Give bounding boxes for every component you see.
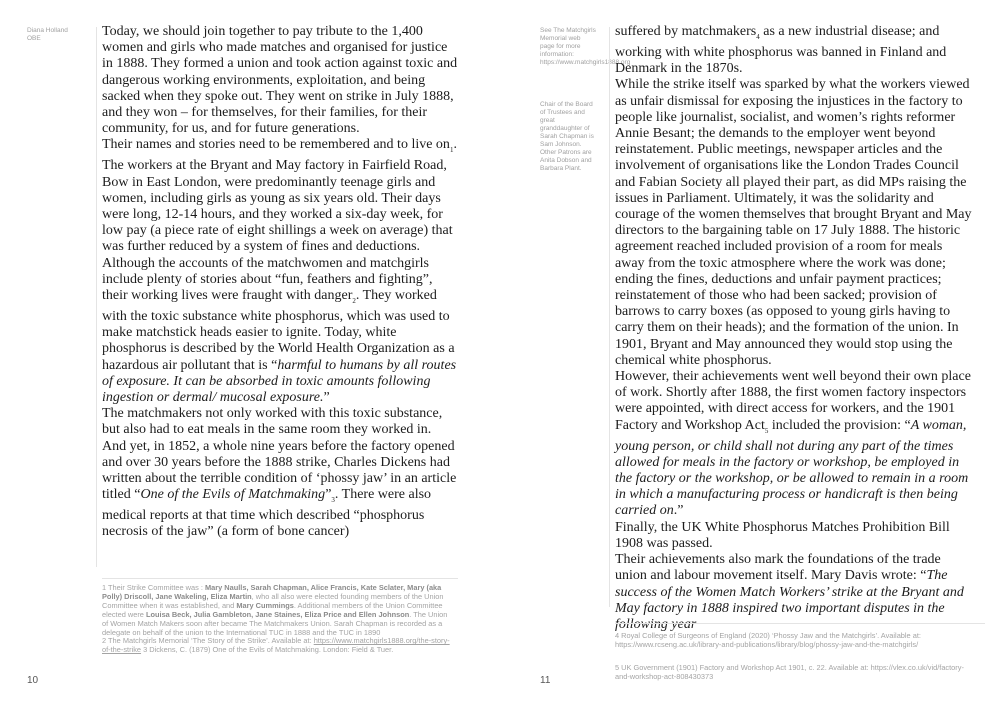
text-run: . The Union of Women Match Makers soon after became The Matchmakers Union. Sarah Chapman is recorded as a delegate on behalf of the union to the International TUC in 1888 and the TUC in 1890	[102, 609, 448, 637]
text-run: suffered by matchmakers	[615, 24, 757, 39]
left-footnote-rule	[102, 578, 458, 579]
left-footnotes	[102, 584, 454, 655]
text-run: Their achievements also mark the foundations of the trade union and labour movement itself. Mary Davis wrote: “	[615, 552, 941, 584]
text-run: . There were also medical reports at that time which described “phosphorus necrosis of the jaw” (a form of bone cancer)	[102, 487, 432, 540]
text-run: One of the Evils of Matchmaking	[140, 487, 326, 503]
footnote-4	[615, 632, 990, 650]
paragraph	[102, 158, 460, 406]
text-run: https://www.matchgirls1888.org/the-story-of-the-strike	[102, 636, 450, 655]
text-run: Mary Cummings	[236, 600, 294, 610]
right-column-rule	[609, 27, 610, 607]
paragraph	[615, 552, 975, 633]
text-run: ”	[323, 390, 330, 406]
left-main-text	[102, 24, 460, 541]
footnote-5	[615, 664, 975, 682]
paragraph	[615, 24, 975, 77]
text-run: .”	[673, 503, 684, 519]
text-run: And yet, in 1852, a whole nine years before the factory opened and over 30 years before the 1888 strike, Charles Dickens had written about the terrible condition of ‘phossy jaw’ in an article titled “	[102, 438, 457, 503]
text-run: While the strike itself was sparked by what the workers viewed as unfair dismissal for exposing the injustices in the factory to people like journalist, socialist, and women’s rights reformer Annie Besant; the demands to the employer went beyond reinstatement. Public meetings, newspaper articles and the involvement of organisations like the London Trades Council and Fabian Society all played their part, as did MPs raising the issues in Parliament. Ultimately, it was the solidarity and courage of the women themselves that brought Bryant and May directors to the bargaining table on 17 July 1888. The historic agreement reached included provision of a room for meals away from the toxic atmosphere where the work was done; ending the fines, deductions and unfair payment practices; reinstatement of those who had been sacked; provision of barrows to carry boxes (as opposed to young girls having to carry them on their heads); and the formation of the union. In 1901, Bryant and May announced they would stop using the chemical white phosphorus.	[615, 77, 972, 368]
left-column-rule	[96, 27, 97, 567]
text-run: . Additional members of the Union Committee elected were	[102, 600, 443, 619]
footnote-ref: 3	[331, 496, 335, 505]
text-run: The workers at the Bryant and May factory in Fairfield Road, Bow in East London, were predominantly teenage girls and women, including girls as young as six years old. Their days were long, 12-14 hours, and they worked a six-day week, for low pay (a piece rate of eight shillings a week on average) that was further reduced by a system of fines and deductions. Although the accounts of the matchwomen and matchgirls include plenty of stories about “fun, feathers and fighting”, their working lives were fraught with danger	[102, 158, 453, 304]
text-run: Finally, the UK White Phosphorus Matches Prohibition Bill 1908 was passed.	[615, 519, 950, 551]
footnote-ref: 1	[449, 146, 454, 155]
memorial-sidenote: See The Matchgirls Memorial web page for more information: https://www.matchgirls1888.org	[540, 27, 631, 66]
trustees-sidenote: Chair of the Board of Trustees and great granddaughter of Sarah Chapman is Sam Johnson. Other Patrons are Anita Dobson and Barbara Plant.	[540, 101, 594, 172]
footnote-5-text: 5 UK Government (1901) Factory and Workshop Act 1901, c. 22. Available at: https://vlex.co.uk/vid/factory-and-workshop-act-808430373	[615, 663, 964, 681]
paragraph	[102, 406, 460, 438]
text-run: .	[453, 137, 457, 153]
text-run: harmful to humans by all routes of exposure. It can be absorbed in toxic amounts following ingestion or dermal/ mucosal exposure.	[102, 357, 457, 406]
page-number-left: 10	[27, 675, 39, 686]
text-run: 2 The Matchgirls Memorial ‘The Story of the Strike’. Available at:	[102, 636, 314, 646]
paragraph	[615, 369, 975, 520]
paragraph	[615, 520, 975, 552]
text-run: , who all also were elected founding members of the Union Committee when it was established, and	[102, 591, 444, 610]
right-main-text	[615, 24, 975, 633]
paragraph	[102, 137, 460, 158]
text-run: 1 Their Strike Committee was :	[102, 583, 205, 592]
text-run: ”	[325, 487, 332, 503]
page-number-right: 11	[540, 675, 551, 686]
text-run: However, their achievements went well beyond their own place of work. Shortly after 1888, the first women factory inspectors were appointed, with direct access for workers, and the 1901 Factory and Workshop Act	[615, 369, 971, 433]
text-run: 3 Dickens, C. (1879) One of the Evils of Matchmaking. London: Field & Tuer.	[141, 645, 394, 655]
text-run: . They worked with the toxic substance white phosphorus, which was used to make matchstick heads easier to ignite. Today, white phosphorus is described by the World Health Organization as a hazardous air pollutant that is “	[102, 288, 455, 373]
text-run: Their names and stories need to be remembered and to live on	[102, 137, 450, 153]
text-run: The matchmakers not only worked with this toxic substance, but also had to eat meals in the same room they worked in.	[102, 406, 443, 438]
footnote-4-text: 4 Royal College of Surgeons of England (2020) ‘Phossy Jaw and the Matchgirls’. Available at: https://www.rcseng.ac.uk/library-and-publications/library/blog/phossy-jaw-and-the-matchgirls/	[615, 631, 921, 649]
footnote-ref: 2	[352, 296, 356, 305]
text-run: as a new industrial disease; and working with white phosphorus was banned in Finland and Denmark in the 1870s.	[615, 24, 947, 77]
text-run: Louisa Beck, Julia Gambleton, Jane Staines, Eliza Price and Ellen Johnson	[145, 609, 410, 619]
footnote-ref: 5	[764, 426, 769, 435]
paragraph	[102, 24, 460, 137]
paragraph	[615, 77, 975, 369]
right-footnote-rule	[615, 623, 985, 624]
text-run: Today, we should join together to pay tribute to the 1,400 women and girls who made matches and organised for justice in 1888. They formed a union and took action against toxic and dangerous working environments, exploitation, and being sacked when they spoke out. They went on strike in July 1888, and they won – for themselves, for their families, for their community, for us, and for future generations.	[102, 24, 458, 137]
text-run: included the provision: “	[768, 417, 911, 433]
text-run: Mary Naulls, Sarah Chapman, Alice Francis, Kate Sclater, Mary (aka Polly) Driscoll, Jane Wakeling, Eliza Martin	[102, 583, 442, 601]
author-sidenote: Diana Holland OBE	[27, 27, 68, 42]
footnote-ref: 4	[756, 32, 760, 41]
paragraph	[102, 439, 460, 541]
text-run: The success of the Women Match Workers’ strike at the Bryant and May factory in 1888 inspired two important disputes in the following year	[615, 568, 964, 632]
text-run: A woman, young person, or child shall not during any part of the times allowed for meals in the factory or workshop, be employed in the factory or the workshop, or be allowed to remain in a room in which a manufacturing process or handicraft is then being carried on	[615, 417, 969, 519]
